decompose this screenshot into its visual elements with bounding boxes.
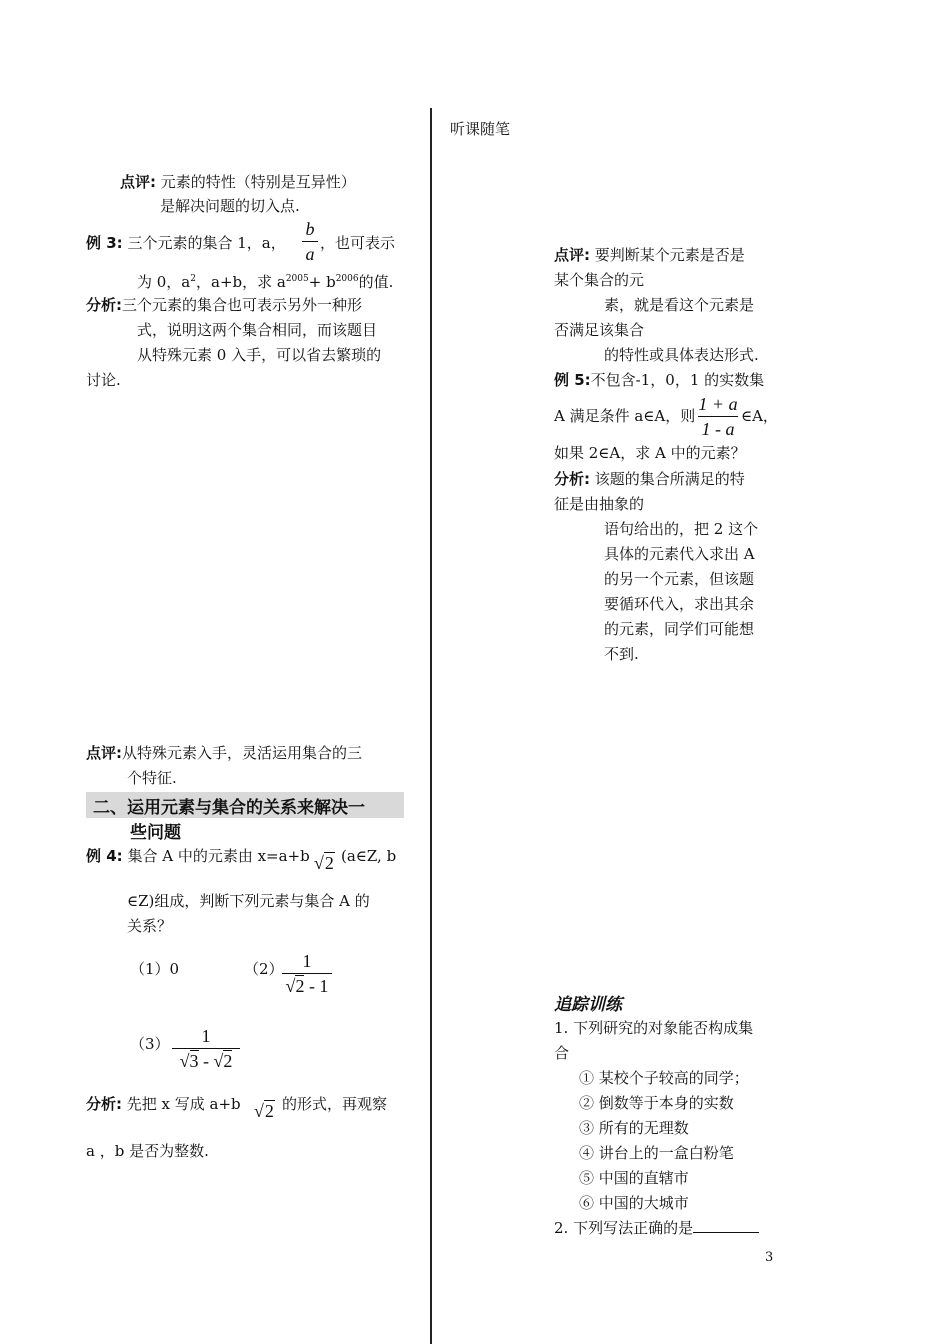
right-comment-line5: 的特性或具体表达形式. [604,346,759,364]
question1-option: ⑥ 中国的大城市 [579,1194,689,1212]
fraction-denominator: a [305,244,315,264]
example3-line1 [86,232,286,254]
analysis5-line2: 征是由抽象的 [554,495,645,513]
example3-text: 三个元素的集合 1，a， [127,234,286,252]
item3-fraction [172,1025,240,1072]
fraction-bar [302,241,318,242]
item2-label: （2） [244,960,284,978]
fraction-denominator: √3 - √2 [179,1051,233,1071]
ex3-sup: 2 [190,274,196,284]
right-comment-line4: 否满足该集合 [554,321,645,339]
comment1-line1: 元素的特性（特别是互异性） [160,173,356,191]
question1-option: ② 倒数等于本身的实数 [579,1094,734,1112]
answer-blank [693,1218,759,1233]
analysis3-line1 [86,294,362,316]
training-title: 追踪训练 [554,995,622,1015]
analysis-label: 分析: [86,296,122,314]
ex3-part: 为 0，a [137,273,191,291]
analysis-label: 分析: [554,470,590,488]
example3-line2 [137,268,393,293]
analysis5-line6: 要循环代入，求出其余 [604,595,755,613]
margin-notes-header: 听课随笔 [450,120,511,138]
analysis5-line4: 具体的元素代入求出 A [604,545,755,563]
page-number: 3 [765,1250,774,1265]
comment-label: 点评: [86,744,122,762]
analysis5-line3: 语句给出的，把 2 这个 [604,520,759,538]
question2-text: 2. 下列写法正确的是 [554,1219,694,1237]
comment1-line2: 是解决问题的切入点. [160,197,300,215]
column-divider [430,108,432,1344]
fraction-bar [282,973,332,974]
question1-option: ① 某校个子较高的同学； [579,1069,749,1087]
analysis4-line1 [86,1093,241,1115]
fraction-b-over-a [302,218,318,265]
example4-line2: ∈Z)组成，判断下列元素与集合 A 的 [127,892,370,910]
item2-fraction [282,950,332,997]
analysis5-text: 该题的集合所满足的特 [594,470,745,488]
fraction-bar [698,416,738,417]
question1-option: ④ 讲台上的一盒白粉笔 [579,1144,734,1162]
example4-line1 [86,845,310,867]
example4-text: 集合 A 中的元素由 x=a+b [127,847,310,865]
example-label: 例 3: [86,234,123,252]
question1-line2: 合 [554,1044,570,1062]
right-comment-line3: 素，就是看这个元素是 [604,296,755,314]
section-heading-line1: 二、运用元素与集合的关系来解决一 [93,798,365,818]
example5-fraction [698,393,738,440]
example4-line1-end: (a∈Z, b [341,847,397,865]
analysis5-line5: 的另一个元素，但该题 [604,570,755,588]
comment2-text: 从特殊元素入手，灵活运用集合的三 [122,744,363,762]
comment2-line1 [86,742,362,764]
example5-line2-end: ∈A， [741,407,778,425]
sqrt-radicand: 2 [264,1101,274,1121]
example4-line3: 关系？ [127,917,173,935]
analysis5-line1 [554,468,745,490]
fraction-bar [172,1048,240,1049]
ex3-part: ，a+b，求 a [196,273,286,291]
question1-option: ⑤ 中国的直辖市 [579,1169,689,1187]
analysis3-text: 三个元素的集合也可表示另外一种形 [122,296,363,314]
fraction-numerator: 1 + a [698,394,738,414]
comment-label: 点评: [554,246,590,264]
fraction-numerator: 1 [302,951,312,971]
ex3-part: 的值. [358,273,394,291]
analysis4-text: 先把 x 写成 a+b [126,1095,241,1113]
comment2-line2: 个特征. [127,769,177,787]
right-comment-text: 要判断某个元素是否是 [594,246,745,264]
example5-line3: 如果 2∈A，求 A 中的元素？ [554,444,746,462]
right-comment-line1 [554,244,745,266]
example-label: 例 5: [554,371,591,389]
analysis5-line8: 不到. [604,645,639,663]
ex3-part: + b [308,273,336,291]
analysis4-line2: a ，b 是否为整数. [86,1142,209,1160]
question1-option: ③ 所有的无理数 [579,1119,689,1137]
sqrt-radicand: 2 [223,1051,233,1071]
item3-label: （3） [130,1035,170,1053]
fraction-numerator: 1 [201,1026,211,1046]
question2-line [554,1217,759,1239]
sqrt-radicand: 3 [189,1051,199,1071]
ex3-sup: 2006 [335,274,359,284]
fraction-denominator: √2 - 1 [285,976,329,996]
item1: （1）0 [130,960,180,978]
sqrt-radicand: 2 [295,976,305,996]
analysis4-line1-end: 的形式，再观察 [282,1095,388,1113]
example3-line1-end: ，也可表示 [320,234,396,252]
fraction-numerator: b [305,219,315,239]
analysis5-line7: 的元素，同学们可能想 [604,620,755,638]
example5-line1 [554,369,764,391]
example5-text: 不包含-1，0，1 的实数集 [590,371,765,389]
analysis3-line2: 式，说明这两个集合相同，而该题目 [137,321,378,339]
section-heading-line2: 些问题 [130,823,181,843]
analysis3-line3: 从特殊元素 0 入手，可以省去繁琐的 [137,346,382,364]
comment1 [120,171,356,193]
sqrt-2: √2 [254,1101,274,1121]
sqrt-radicand: 2 [324,853,334,873]
sqrt-2: √2 [314,853,334,873]
analysis-label: 分析: [86,1095,122,1113]
analysis3-line4: 讨论. [86,371,121,389]
den-rest: - 1 [304,976,329,996]
den-mid: - [198,1051,214,1071]
comment-label: 点评: [120,173,156,191]
fraction-denominator: 1 - a [701,419,735,439]
right-comment-line2: 某个集合的元 [554,271,645,289]
example-label: 例 4: [86,847,123,865]
question1-line1: 1. 下列研究的对象能否构成集 [554,1019,754,1037]
ex3-sup: 2005 [285,274,309,284]
example5-line2: A 满足条件 a∈A，则 [554,407,696,425]
